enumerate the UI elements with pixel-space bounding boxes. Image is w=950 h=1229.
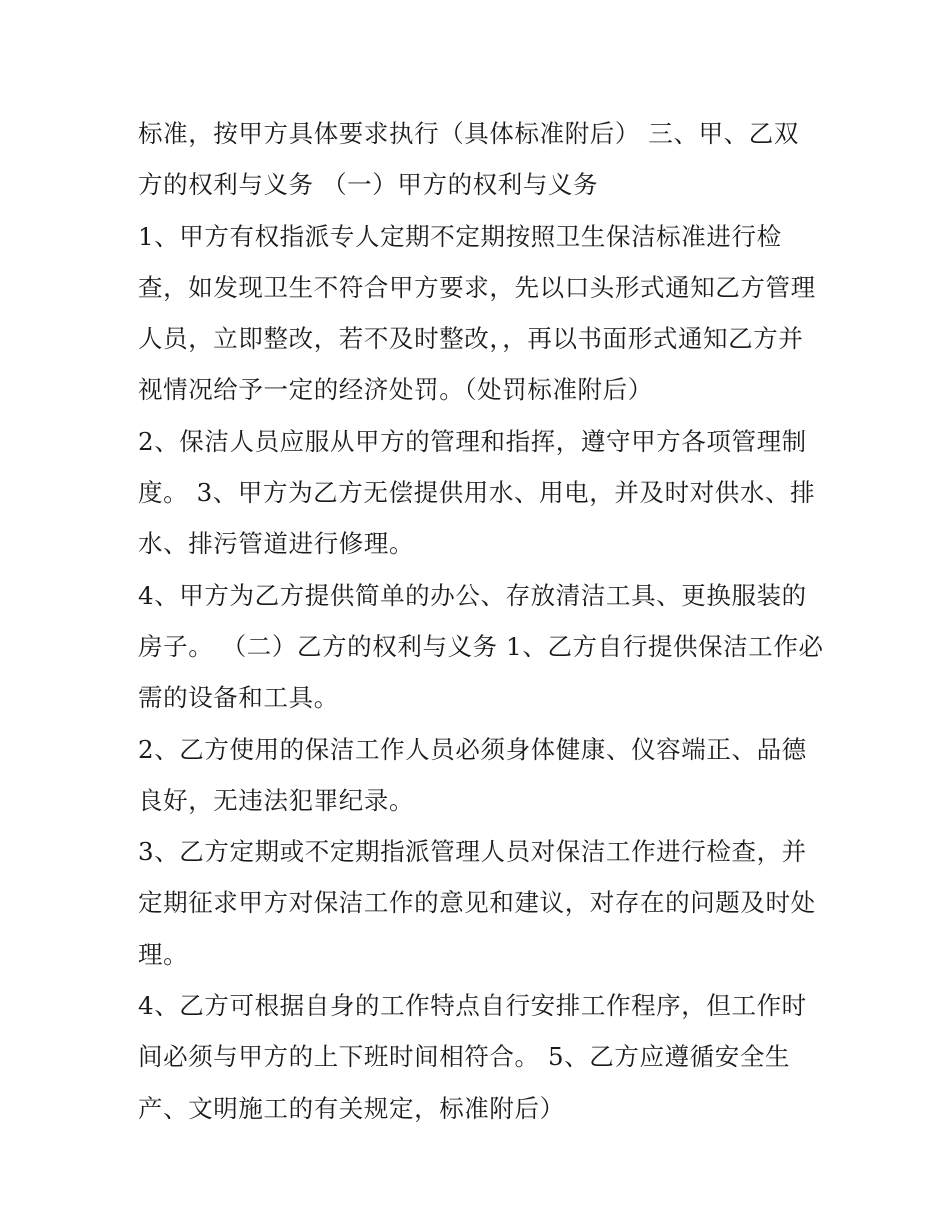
text-line: 查，如发现卫生不符合甲方要求，先以口头形式通知乙方管理 [138,272,816,302]
text-line: 4、甲方为乙方提供简单的办公、存放清洁工具、更换服装的 [138,580,807,610]
text-line: 标准，按甲方具体要求执行（具体标准附后） 三、甲、乙双 [138,119,799,148]
text-line: 度。 3、甲方为乙方无偿提供用水、用电，并及时对供水、排 [138,478,816,508]
text-line: 理。 [138,939,189,969]
text-line: 方的权利与义务 （一）甲方的权利与义务 [138,170,599,200]
text-line: 产、文明施工的有关规定，标准附后） [138,1093,565,1123]
text-line: 需的设备和工具。 [138,683,339,713]
text-line: 1、甲方有权指派专人定期不定期按照卫生保洁标准进行检 [138,221,782,251]
text-line: 人员，立即整改，若不及时整改，，再以书面形式通知乙方并 [138,324,804,354]
text-line: 房子。 （二）乙方的权利与义务 1、乙方自行提供保洁工作必 [138,631,824,661]
text-line: 水、排污管道进行修理。 [138,529,415,559]
text-line: 2、乙方使用的保洁工作人员必须身体健康、仪容端正、品德 [138,734,807,764]
text-line: 良好，无违法犯罪纪录。 [138,785,415,815]
document-body [138,108,824,1134]
text-line: 4、乙方可根据自身的工作特点自行安排工作程序，但工作时 [138,991,807,1021]
text-line: 3、乙方定期或不定期指派管理人员对保洁工作进行检查，并 [138,837,807,867]
text-line: 定期征求甲方对保洁工作的意见和建议，对存在的问题及时处 [138,888,816,918]
text-line: 视情况给予一定的经济处罚。（处罚标准附后） [138,375,653,405]
text-line: 2、保洁人员应服从甲方的管理和指挥，遵守甲方各项管理制 [138,426,807,456]
text-line: 间必须与甲方的上下班时间相符合。 5、乙方应遵循安全生 [138,1042,791,1072]
